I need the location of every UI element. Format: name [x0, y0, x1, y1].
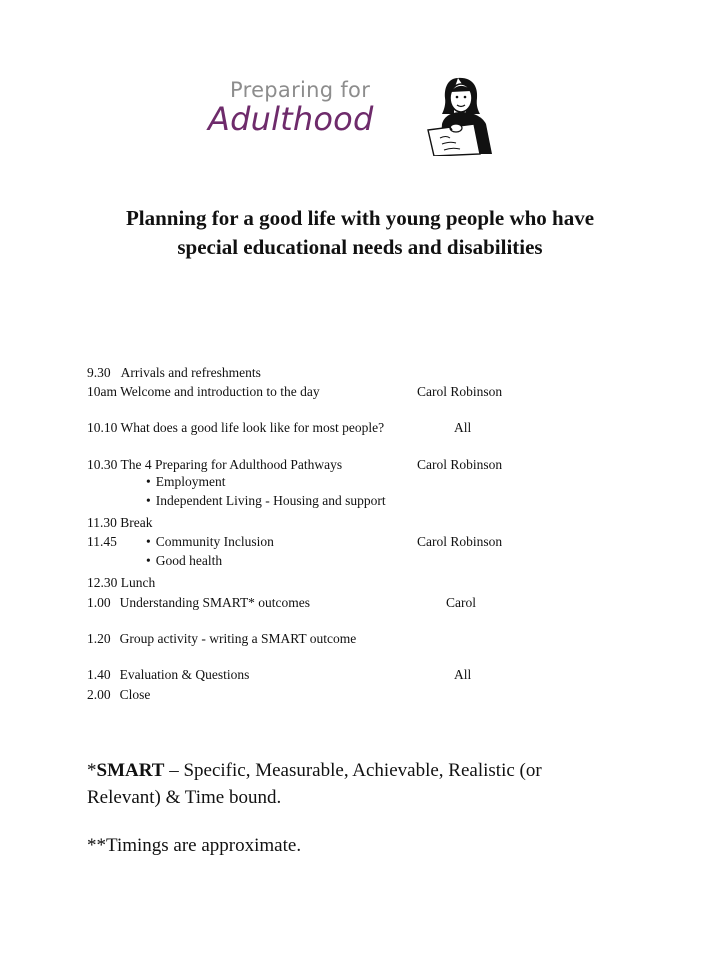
agenda-row [87, 383, 320, 401]
agenda-item: What does a good life look like for most people? [120, 420, 385, 435]
agenda-bullet: • Community Inclusion [146, 533, 274, 551]
timings-note: **Timings are approximate. [87, 835, 302, 856]
agenda-presenter: Carol Robinson [417, 534, 503, 549]
agenda-time: 1.40 [87, 667, 111, 682]
agenda-row [87, 456, 342, 474]
title-line-2: special educational needs and disabilities [177, 235, 543, 259]
logo-line-1: Preparing for [230, 78, 371, 102]
agenda-time: 1.20 [87, 631, 111, 646]
agenda-item: Close [119, 687, 151, 702]
agenda-time: 12.30 [87, 575, 118, 590]
smart-text: – Specific, Measurable, Achievable, Realistic (or [164, 760, 542, 781]
agenda-item: Understanding SMART* outcomes [119, 595, 311, 610]
smart-term: SMART [96, 760, 165, 781]
agenda-row [87, 364, 261, 382]
agenda-item: The 4 Preparing for Adulthood Pathways [120, 457, 343, 472]
agenda-row [87, 686, 150, 704]
agenda-row [87, 594, 310, 612]
agenda-row [87, 630, 356, 648]
agenda-time: 10am [87, 384, 117, 399]
agenda-time: 11.30 [87, 515, 117, 530]
smart-definition-line-2: Relevant) & Time bound. [87, 787, 282, 808]
agenda-row [87, 666, 249, 684]
logo-line-2: Adulthood [208, 100, 374, 138]
agenda-row [87, 514, 152, 532]
agenda-presenter: Carol Robinson [417, 457, 503, 472]
agenda-time: 10.30 [87, 457, 118, 472]
smart-asterisk: * [87, 760, 97, 781]
agenda-bullet: • Good health [146, 552, 222, 570]
smart-definition [87, 757, 542, 784]
agenda-row [87, 533, 117, 551]
agenda-item: Evaluation & Questions [119, 667, 250, 682]
agenda-item: Group activity - writing a SMART outcome [119, 631, 357, 646]
agenda-bullet: • Independent Living - Housing and support [146, 492, 386, 510]
agenda-item: Welcome and introduction to the day [120, 384, 320, 399]
agenda-time: 2.00 [87, 687, 111, 702]
agenda-presenter: Carol Robinson [417, 384, 503, 399]
agenda-time: 1.00 [87, 595, 111, 610]
agenda-bullet: • Employment [146, 473, 225, 491]
agenda-presenter: Carol [446, 595, 476, 610]
agenda-row [87, 419, 384, 437]
agenda-time: 10.10 [87, 420, 118, 435]
agenda-item: Break [120, 515, 153, 530]
title-line-1: Planning for a good life with young people who have [125, 206, 595, 230]
agenda-time: 9.30 [87, 365, 111, 380]
agenda-presenter: All [454, 420, 472, 435]
agenda-time: 11.45 [87, 534, 117, 549]
agenda-item: Arrivals and refreshments [120, 365, 261, 380]
agenda-item: Lunch [120, 575, 156, 590]
agenda-row [87, 574, 155, 592]
agenda-presenter: All [454, 667, 472, 682]
